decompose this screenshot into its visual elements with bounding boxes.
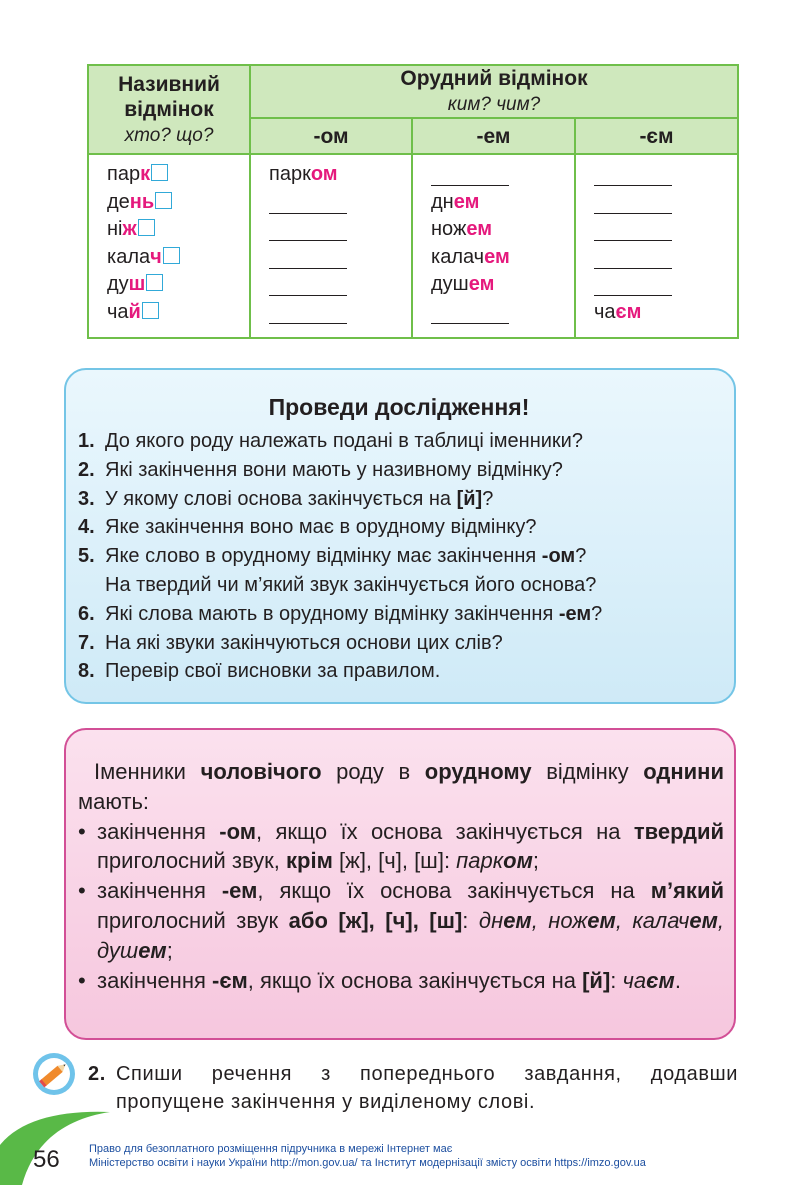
list-item bbox=[594, 244, 737, 272]
research-questions bbox=[78, 427, 720, 686]
ending-box bbox=[155, 192, 172, 209]
list-item bbox=[594, 216, 737, 244]
list-item bbox=[594, 271, 737, 299]
list-item: • закінчення -ом, якщо їх основа закінчується на твердий приголосний звук, крім [ж], [ч], [ш]: парком; bbox=[78, 817, 724, 877]
research-title: Проведи дослідження! bbox=[268, 394, 530, 420]
list-item bbox=[269, 216, 411, 244]
ending-box bbox=[163, 247, 180, 264]
list-item bbox=[269, 189, 411, 217]
list-item: душ bbox=[107, 271, 249, 299]
ending-box bbox=[151, 164, 168, 181]
instrumental-header: Орудний відмінок ким? чим? bbox=[250, 65, 738, 118]
list-item: калачем bbox=[431, 245, 510, 268]
copyright-footer: Право для безоплатного розміщення підручника в мережі Інтернет має Міністерство освіти і науки України http://mon.gov.ua/ та Інститут модернізації змісту освіти https://imzo.gov.ua bbox=[89, 1143, 646, 1169]
list-item: ніж bbox=[107, 216, 249, 244]
om-column bbox=[250, 154, 412, 338]
nominative-column bbox=[88, 154, 250, 338]
rule-list bbox=[78, 817, 724, 996]
list-item bbox=[431, 299, 574, 327]
list-item bbox=[594, 189, 737, 217]
list-item: 8. Перевір свої висновки за правилом. bbox=[78, 660, 441, 683]
list-item: днем bbox=[431, 190, 480, 213]
list-item: 4. Яке закінчення воно має в орудному відмінку? bbox=[78, 516, 537, 539]
em-column bbox=[412, 154, 575, 338]
page-number: 56 bbox=[33, 1146, 60, 1173]
list-item: парк bbox=[107, 161, 249, 189]
research-box bbox=[64, 368, 736, 704]
exercise-2 bbox=[88, 1060, 738, 1116]
ending-box bbox=[138, 219, 155, 236]
list-item: 3. У якому слові основа закінчується на [й]? bbox=[78, 487, 494, 510]
ending-box bbox=[146, 274, 163, 291]
list-item bbox=[269, 244, 411, 272]
list-item bbox=[269, 271, 411, 299]
case-endings-table bbox=[87, 64, 739, 339]
list-item: ножем bbox=[431, 218, 492, 241]
yem-column bbox=[575, 154, 738, 338]
ending-em-header: -ем bbox=[412, 118, 575, 154]
ending-box bbox=[142, 302, 159, 319]
list-item: • закінчення -єм, якщо їх основа закінчується на [й]: чаєм. bbox=[78, 966, 724, 996]
list-item: парком bbox=[269, 163, 338, 185]
list-item bbox=[431, 161, 574, 189]
list-item: чаєм bbox=[594, 300, 642, 323]
list-item: 7. На які звуки закінчуються основи цих слів? bbox=[78, 631, 503, 654]
list-item: день bbox=[107, 189, 249, 217]
list-item bbox=[594, 161, 737, 189]
rule-box bbox=[64, 728, 736, 1040]
exercise-number: 2. bbox=[88, 1063, 106, 1085]
list-item: калач bbox=[107, 244, 249, 272]
list-item: 5. Яке слово в орудному відмінку має закінчення -ом? На твердий чи м’який звук закінчується його основа? bbox=[78, 545, 597, 596]
list-item: 6. Які слова мають в орудному відмінку закінчення -ем? bbox=[78, 602, 603, 625]
pencil-icon bbox=[32, 1052, 76, 1096]
rule-intro: Іменники чоловічого роду в орудному відмінку однини мають: bbox=[78, 759, 724, 814]
list-item: 1. До якого роду належать подані в таблиці іменники? bbox=[78, 430, 583, 452]
exercise-text: Спиши речення з попереднього завдання, додавши пропущене закінчення у виділеному слові. bbox=[116, 1063, 738, 1113]
list-item bbox=[269, 299, 411, 327]
list-item: душем bbox=[431, 273, 495, 296]
ending-om-header: -ом bbox=[250, 118, 412, 154]
ending-yem-header: -єм bbox=[575, 118, 738, 154]
list-item: • закінчення -ем, якщо їх основа закінчується на м’який приголосний звук або [ж], [ч], [ш]: днем, ножем, калачем, душем; bbox=[78, 876, 724, 965]
list-item: чай bbox=[107, 299, 249, 327]
nominative-header: Називний відмінок хто? що? bbox=[88, 65, 250, 154]
list-item: 2. Які закінчення вони мають у називному відмінку? bbox=[78, 458, 563, 481]
